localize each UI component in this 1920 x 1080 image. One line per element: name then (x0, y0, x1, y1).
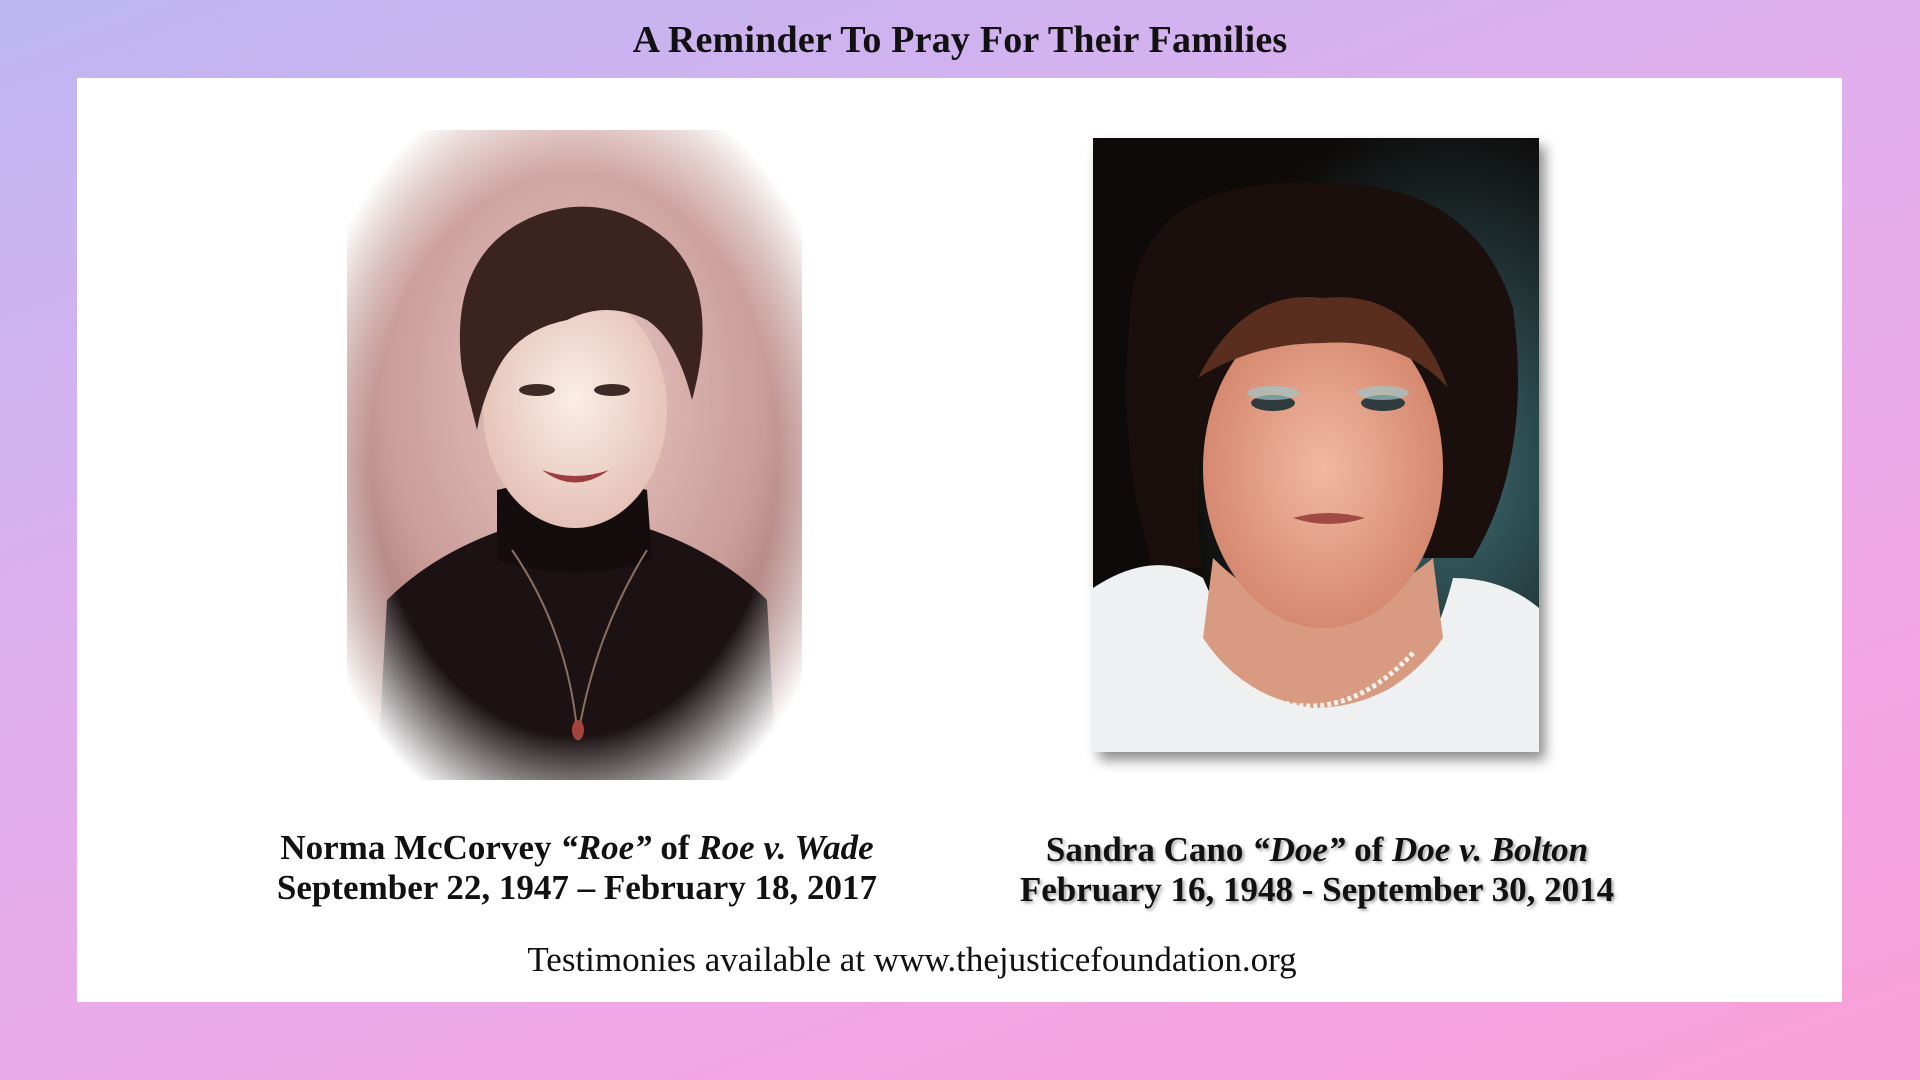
caption-sandra-cano (947, 830, 1687, 910)
footer-testimonies-link: Testimonies available at www.thejusticefoundation.org (527, 940, 1297, 979)
person-alias: “Doe” (1252, 830, 1346, 869)
of-word: of (660, 828, 690, 867)
slide-title: A Reminder To Pray For Their Families (632, 19, 1288, 61)
caption-norma-mccorvey (187, 828, 967, 908)
caption-name-line (187, 828, 967, 868)
case-name: Doe v. Bolton (1392, 830, 1589, 869)
caption-name-line (947, 830, 1687, 870)
person-name: Sandra Cano (1045, 830, 1244, 869)
of-word: of (1354, 830, 1384, 869)
person-name: Norma McCorvey (280, 828, 552, 867)
life-dates: September 22, 1947 – February 18, 2017 (276, 868, 878, 907)
portrait-photo-norma-mccorvey (347, 130, 802, 780)
portrait-photo-sandra-cano (1093, 138, 1539, 752)
content-panel (77, 78, 1842, 1002)
person-alias: “Roe” (560, 828, 652, 867)
case-name: Roe v. Wade (698, 828, 874, 867)
life-dates: February 16, 1948 - September 30, 2014 (1019, 870, 1615, 909)
